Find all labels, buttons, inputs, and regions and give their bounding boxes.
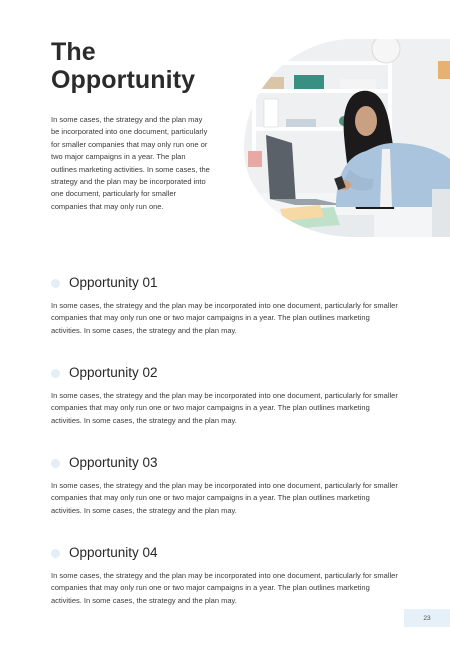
opportunity-body: In some cases, the strategy and the plan may be incorporated into one document, particularly for smaller companies that may only run one or two major campaigns in a year. The plan outlines marketing activities. In some cases, the strategy and the plan may. — [51, 301, 398, 335]
page-title — [51, 38, 195, 94]
page-number: 23 — [404, 609, 450, 627]
opportunity-body: In some cases, the strategy and the plan may be incorporated into one document, particularly for smaller companies that may only run one or two major campaigns in a year. The plan outlines marketing activities. In some cases, the strategy and the plan may. — [51, 481, 398, 515]
opportunity-body: In some cases, the strategy and the plan may be incorporated into one document, particularly for smaller companies that may only run one or two major campaigns in a year. The plan outlines marketing activities. In some cases, the strategy and the plan may. — [51, 391, 398, 425]
opportunity-section-02 — [51, 364, 401, 427]
bullet-dot-icon — [51, 549, 60, 558]
opportunity-title: Opportunity 04 — [69, 545, 158, 560]
opportunity-title: Opportunity 01 — [69, 275, 158, 290]
bullet-dot-icon — [51, 279, 60, 288]
page-title-line-1: The — [51, 38, 96, 66]
opportunity-section-03 — [51, 454, 401, 517]
opportunity-heading — [51, 364, 401, 382]
bullet-dot-icon — [51, 369, 60, 378]
photo-woman-working-on-laptop-icon — [244, 39, 450, 237]
opportunity-body: In some cases, the strategy and the plan may be incorporated into one document, particularly for smaller companies that may only run one or two major campaigns in a year. The plan outlines marketing activities. In some cases, the strategy and the plan may. — [51, 571, 398, 605]
opportunity-section-04 — [51, 544, 401, 607]
page-title-line-2: Opportunity — [51, 66, 196, 94]
opportunity-heading — [51, 454, 401, 472]
opportunity-heading — [51, 544, 401, 562]
hero-photo — [244, 39, 450, 237]
intro-paragraph: In some cases, the strategy and the plan may be incorporated into one document, particularly for smaller companies that may only run one or two major campaigns in a year. The plan outlines marketing activities. In some cases, the strategy and the plan may be incorporated into one document, particularly for smaller companies that may only run one. — [51, 115, 210, 211]
opportunity-heading — [51, 274, 401, 292]
opportunity-title: Opportunity 03 — [69, 455, 158, 470]
opportunity-section-01 — [51, 274, 401, 337]
bullet-dot-icon — [51, 459, 60, 468]
opportunity-title: Opportunity 02 — [69, 365, 158, 380]
